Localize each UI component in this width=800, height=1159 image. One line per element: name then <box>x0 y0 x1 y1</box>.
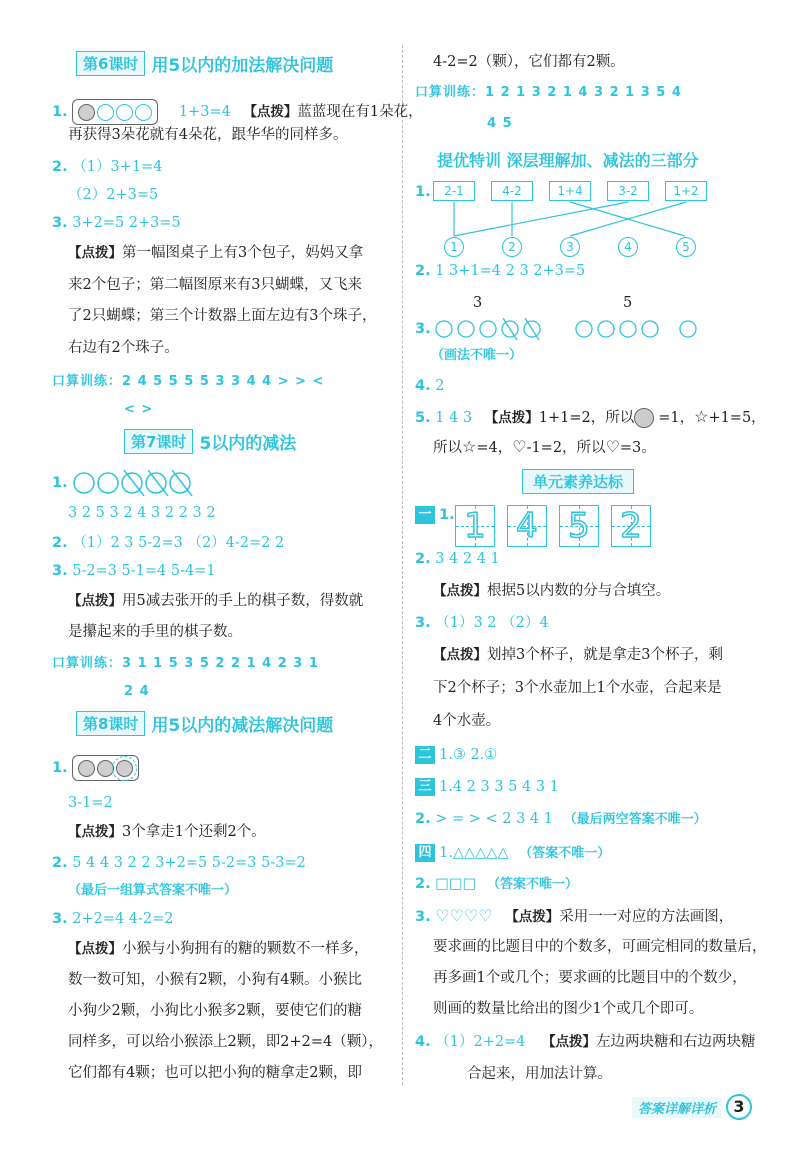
l6-q3-hint2: 来2个包子；第二幅图原来有3只蝴蝶，又飞来 <box>68 277 362 293</box>
s1-box-3: 1+4 <box>549 181 591 201</box>
removed-bead <box>116 760 133 777</box>
lesson6-title <box>76 50 333 76</box>
lesson7-title <box>124 428 296 454</box>
l7-q3-hint1: 【点拨】用5减去张开的手上的棋子数，得数就 <box>68 593 364 609</box>
bead <box>135 104 152 121</box>
write-grid-2: 2 <box>611 505 651 547</box>
lesson8-badge: 第8课时 <box>76 711 145 736</box>
l6-q3-hint3: 了2只蝴蝶；第三个计数器上面左边有3个珠子， <box>68 308 377 324</box>
column-divider <box>402 45 403 1085</box>
s2: 2. 1 3+1=4 2 3 2+3=5 <box>415 263 586 279</box>
circle <box>620 321 636 337</box>
l8-q1: 1. <box>52 755 139 781</box>
l7-q3: 3. 5-2=3 5-1=4 5-4=1 <box>52 563 216 579</box>
l8-q3: 3. 2+2=4 4-2=2 <box>52 911 174 927</box>
l6-oral: 口算训练：2 4 5 5 5 5 3 3 4 4 > > < <box>52 374 325 389</box>
l8-q3-hint5: 它们都有4颗；也可以把小狗的糖拿走2颗，即 <box>68 1065 362 1081</box>
l6-q3: 3. 3+2=5 2+3=5 <box>52 215 181 231</box>
u2: 2. 3 4 2 4 1 <box>415 551 500 567</box>
s1-circle-2: 2 <box>502 237 522 257</box>
l7-q3-hint2: 是攥起来的手里的棋子数。 <box>68 624 242 640</box>
crossed-circles-figure <box>72 470 212 496</box>
star-icon: ☆ <box>462 437 477 456</box>
l7-q1-row: 3 2 5 3 2 4 3 2 2 3 2 <box>68 505 216 521</box>
lesson8-title-text: 用5以内的减法解决问题 <box>151 715 334 736</box>
s5-line1: 5. 1 4 3 【点拨】1+1=2，所以 =1，☆+1=5， <box>415 407 766 426</box>
write-grid-4: 4 <box>507 505 547 547</box>
l8-q2-note: （最后一组算式答案不唯一） <box>68 883 238 898</box>
circle <box>480 321 496 337</box>
s4: 4. 2 <box>415 378 445 394</box>
footer-label: 答案详解详析 <box>632 1097 722 1118</box>
s1-box-4: 3-2 <box>607 181 649 201</box>
s5-line2: 所以☆=4，♡-1=2，所以♡=3。 <box>433 437 656 456</box>
circle <box>576 321 592 337</box>
write-grid-5: 5 <box>559 505 599 547</box>
lesson7-title-text: 5以内的减法 <box>199 433 297 454</box>
s1-box-1: 2-1 <box>433 181 475 201</box>
s3-note: （画法不唯一） <box>431 348 523 363</box>
bead <box>97 104 114 121</box>
l8-q3-hint1: 【点拨】小猴与小狗拥有的糖的颗数不一样多， <box>68 941 369 957</box>
l8-q3-hint4: 同样多，可以给小猴添上2颗，即2+2=4（颗）， <box>68 1034 383 1050</box>
s3-top-a: 3 <box>473 295 483 311</box>
u3: 3. （1）3 2 （2）4 <box>415 615 549 631</box>
section-three-1: 三 1.4 2 3 3 5 4 3 1 <box>415 777 559 797</box>
section-four-2: 2. □□□ （答案不唯一） <box>415 876 578 892</box>
l8-q3-hint2: 数一数可知，小猴有2颗，小狗有4颗。小猴比 <box>68 972 362 988</box>
lesson7-badge: 第7课时 <box>124 429 193 454</box>
l7-q1: 1. <box>52 470 212 496</box>
gray-bead <box>78 104 95 121</box>
l8-q1-eq: 3-1=2 <box>68 795 113 811</box>
section-four-1: 四 1.△△△△△ （答案不唯一） <box>415 843 610 864</box>
r-oral2: 4 5 <box>487 116 513 131</box>
l7-oral: 口算训练：3 1 1 5 3 5 2 2 1 4 2 3 1 <box>52 656 319 671</box>
heart-icon: ♡ <box>605 437 620 456</box>
four4-hint2: 合起来，用加法计算。 <box>467 1066 612 1082</box>
bead-counter-2 <box>72 755 139 781</box>
l6-q3-hint4: 右边有2个珠子。 <box>68 340 179 356</box>
s1-circle-4: 4 <box>618 237 638 257</box>
unit-title: 单元素养达标 <box>522 468 640 494</box>
circle <box>74 473 94 493</box>
l8-q1-hint: 【点拨】3个拿走1个还剩2个。 <box>68 824 266 840</box>
heart-icon: ♡ <box>512 437 527 456</box>
page-footer <box>632 1094 752 1120</box>
circle <box>680 321 696 337</box>
bead-counter <box>72 99 158 125</box>
star-icon: ☆ <box>694 407 709 426</box>
u2-hint: 【点拨】根据5以内数的分与合填空。 <box>433 583 671 599</box>
s1-num: 1. <box>415 184 431 200</box>
l6-q1: 1. 1+3=4 【点拨】蓝蓝现在有1朵花， <box>52 99 423 125</box>
l6-q2a: 2. （1）3+1=4 <box>52 159 163 175</box>
u1: 一 1. <box>415 505 455 525</box>
lesson6-title-text: 用5以内的加法解决问题 <box>151 55 334 76</box>
write-grid-1: 1 <box>455 505 495 547</box>
s1-box-2: 4-2 <box>491 181 533 201</box>
four3-hint4: 则画的数量比给出的图少1个或几个即可。 <box>433 1001 704 1017</box>
lesson6-badge: 第6课时 <box>76 51 145 76</box>
section-two: 二 1.③ 2.① <box>415 745 497 765</box>
s1-circle-5: 5 <box>676 237 696 257</box>
match-line <box>454 202 628 236</box>
circle <box>436 321 452 337</box>
page-number: 3 <box>726 1094 752 1120</box>
l6-q3-hint1: 【点拨】第一幅图桌子上有3个包子，妈妈又拿 <box>68 245 364 261</box>
circle <box>458 321 474 337</box>
section-three-2: 2. > = > < 2 3 4 1 （最后两空答案不唯一） <box>415 811 707 827</box>
r-oral: 口算训练：1 2 1 3 2 1 4 3 2 1 3 5 4 <box>415 85 682 100</box>
four3-hint3: 再多画1个或几个；要求画的比题目中的个数少， <box>433 970 747 986</box>
s3-top-b: 5 <box>623 295 633 311</box>
l6-q1-hint: 再获得3朵花就有4朵花，跟华华的同样多。 <box>68 127 348 143</box>
s1-circle-3: 3 <box>560 237 580 257</box>
s1-circle-1: 1 <box>444 237 464 257</box>
circle <box>598 321 614 337</box>
l6-oral2: < > <box>124 402 154 417</box>
circle-icon <box>634 408 654 428</box>
s3-circles <box>435 318 735 340</box>
four3-hint2: 要求画的比题目中的个数多，可画完相同的数量后， <box>433 939 767 955</box>
circle <box>98 473 118 493</box>
lesson8-title <box>76 710 333 736</box>
section-four-4: 4. （1）2+2=4 【点拨】左边两块糖和右边两块糖 <box>415 1034 756 1050</box>
gray-bead <box>97 760 114 777</box>
u3-hint3: 4个水壶。 <box>433 713 501 729</box>
s3: 3. <box>415 318 735 340</box>
r-cont: 4-2=2（颗），它们都有2颗。 <box>433 54 625 70</box>
u3-hint1: 【点拨】划掉3个杯子，就是拿走3个杯子，剩 <box>433 647 723 663</box>
l8-q3-hint3: 小狗少2颗，小狗比小猴多2颗，要使它们的糖 <box>68 1003 362 1019</box>
s1-box-5: 1+2 <box>665 181 707 201</box>
section-four-3: 3. ♡♡♡♡ 【点拨】采用一一对应的方法画图， <box>415 906 734 925</box>
l7-q2: 2. （1）2 3 5-2=3 （2）4-2=2 2 <box>52 535 285 551</box>
s1-match-lines <box>415 200 760 240</box>
l7-oral2: 2 4 <box>124 684 150 699</box>
gray-bead <box>78 760 95 777</box>
special-training-title: 提优特训 深层理解加、减法的三部分 <box>437 150 699 170</box>
l6-q2b: （2）2+3=5 <box>68 187 159 203</box>
l8-q2: 2. 5 4 4 3 2 2 3+2=5 5-2=3 5-3=2 <box>52 855 306 871</box>
u3-hint2: 下2个杯子；3个水壶加上1个水壶，合起来是 <box>433 680 722 696</box>
circle <box>642 321 658 337</box>
bead <box>116 104 133 121</box>
